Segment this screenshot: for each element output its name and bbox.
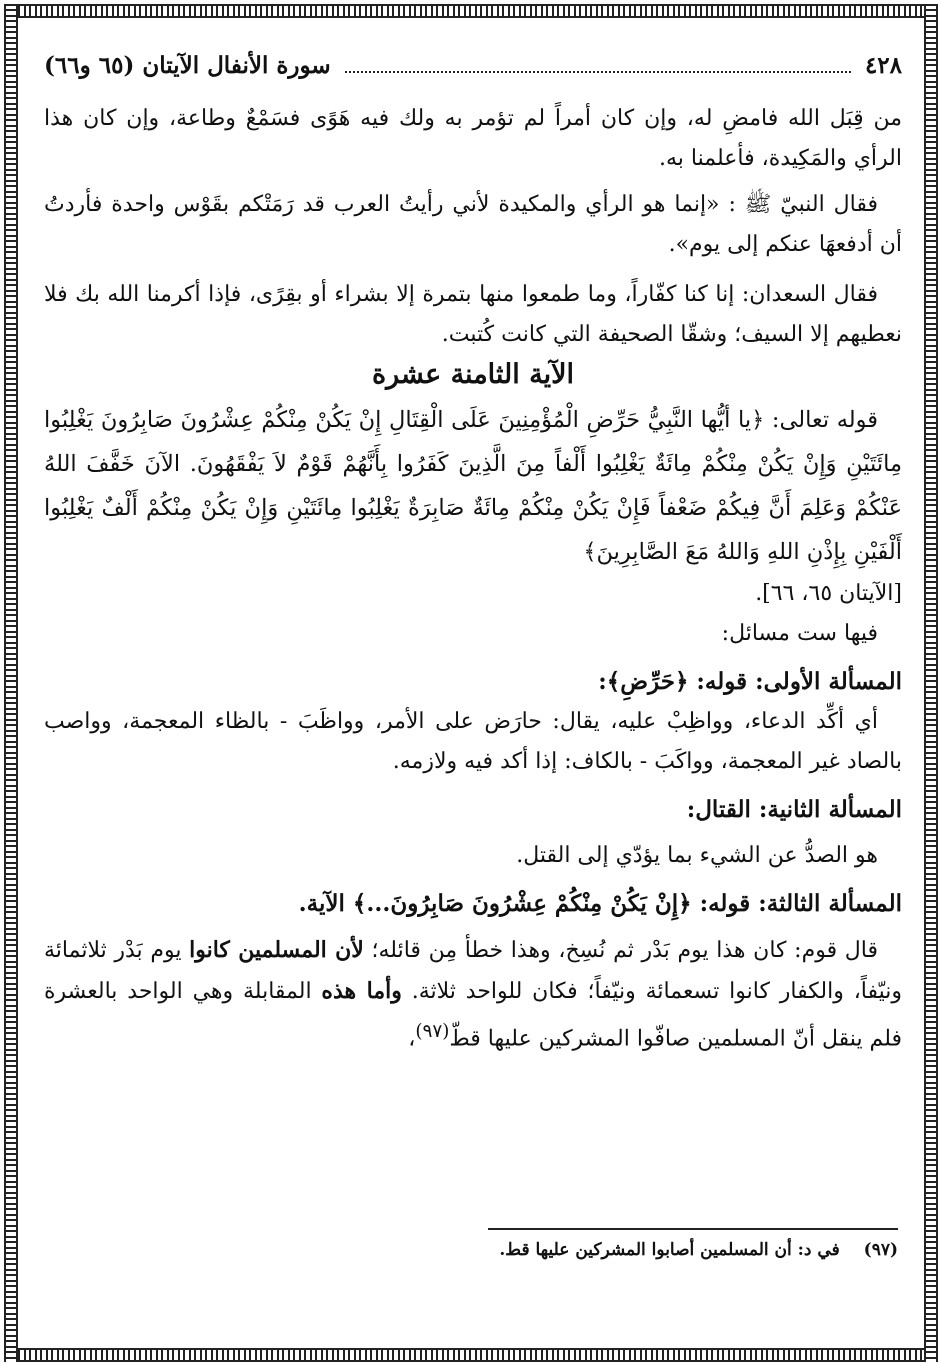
issue-2-body: هو الصدُّ عن الشيء بما يؤدّي إلى القتل. [516,843,878,868]
issues-intro: فيها ست مسائل: [721,621,878,646]
page-number: ٤٢٨ [864,52,902,79]
issue-3-text-c: يوم بَدْر ثلاثمائة ونيّفاً، والكفار كانوا تسعمائة ونيّفاً؛ فكان للواحد ثلاثة. [44,938,903,1004]
issue-3-text-f: ، [408,1026,416,1052]
footnote-reference: (٩٧) [415,1021,450,1042]
footnote-text: في د: أن المسلمين أصابوا المشركين عليها قط. [499,1240,840,1260]
ornamental-border-left [4,4,18,1362]
paragraph-1: من قِبَل الله فامضِ له، وإن كان أمراً لم تؤمر به ولك فيه هَوًى فسَمْعٌ وطاعة، وإن كان هذا الرأي والمَكِيدة، فأعلمنا به. [44,106,902,171]
footnote [499,1240,898,1260]
verse-intro: قوله تعالى: [771,407,878,433]
ornamental-border-top [4,4,938,18]
issue-3-text-a: قال قوم: كان هذا يوم بَدْر ثم نُسِخ، وهذا خطأ مِن قائله؛ [363,938,878,963]
footnote-number: (٩٧) [863,1240,898,1260]
paragraph-3: فقال السعدان: إنا كنا كفّاراً، وما طمعوا منها بتمرة إلا بشراء أو بقِرًى، فإذا أكرمنا الله بك فلا نعطيهم إلا السيف؛ وشقّا الصحيفة التي كانت كُتبت. [44,282,902,347]
paragraph-2: فقال النبيّ ﷺ : «إنما هو الرأي والمكيدة لأني رأيتُ العرب قد رَمَتْكم بقَوْس واحدة فأردتُ أن أدفعهَا عنكم إلى يوم». [44,192,902,257]
ornamental-border-bottom [4,1348,938,1362]
issue-3-heading: المسألة الثالثة: قوله: ﴿إِنْ يَكُنْ مِنْكُمْ عِشْرُونَ صَابِرُونَ...﴾ الآية. [298,890,902,917]
ornamental-border-right [924,4,938,1362]
verse-text: ﴿يا أيُّها النَّبِيُّ حَرِّضِ الْمُؤْمِنِينَ عَلَى الْقِتَالِ إِنْ يَكُنْ مِنْكُمْ عِشْرُونَ صَابِرُونَ يَغْلِبُوا مِائَتَيْنِ وَإِنْ يَكُنْ مِنْكُمْ مِائَةٌ يَغْلِبُوا أَلْفاً مِنَ الَّذِينَ كَفَرُوا بِأَنَّهُمْ قَوْمٌ لاَ يَفْقَهُونَ. الآنَ خَفَّفَ اللهُ عَنْكُمْ وَعَلِمَ أَنَّ فِيكُمْ ضَعْفاً فَإِنْ يَكُنْ مِنْكُمْ مِائَةٌ صَابِرَةٌ يَغْلِبُوا مِائَتَيْنِ وَإِنْ يَكُنْ مِنْكُمْ أَلْفٌ يَغْلِبُوا أَلْفَيْنِ بِإِذْنِ اللهِ وَاللهُ مَعَ الصَّابِرِينَ﴾ [44,407,902,565]
verse-block [44,398,902,574]
running-header [44,52,902,93]
section-title: الآية الثامنة عشرة [371,359,575,390]
verse-reference: [الآيتان ٦٥، ٦٦]. [755,581,902,606]
issue-1-heading: المسألة الأولى: قوله: ﴿حَرِّضِ﴾: [598,668,902,695]
issue-3-body [44,930,902,1059]
issue-3-text-b: لأن المسلمين كانوا [189,937,364,963]
footnote-separator [488,1228,898,1230]
issue-1-body: أي أكِّد الدعاء، وواظِبْ عليه، يقال: حارَض على الأمر، وواظَبَ - بالظاء المعجمة، وواصب بالصاد غير المعجمة، وواكَبَ - بالكاف: إذا أكد فيه ولازمه. [44,709,902,774]
surah-title: سورة الأنفال الآيتان (٦٥ و٦٦) [44,52,331,79]
issue-3-text-d: وأما هذه [321,978,402,1004]
header-dotted-leader [345,71,851,73]
issue-3-text-e: المقابلة وهي الواحد بالعشرة فلم ينقل أنّ المسلمين صافّوا المشركين عليها قطّ [44,979,902,1052]
page-content [44,52,902,1059]
issue-2-heading: المسألة الثانية: القتال: [686,796,902,823]
